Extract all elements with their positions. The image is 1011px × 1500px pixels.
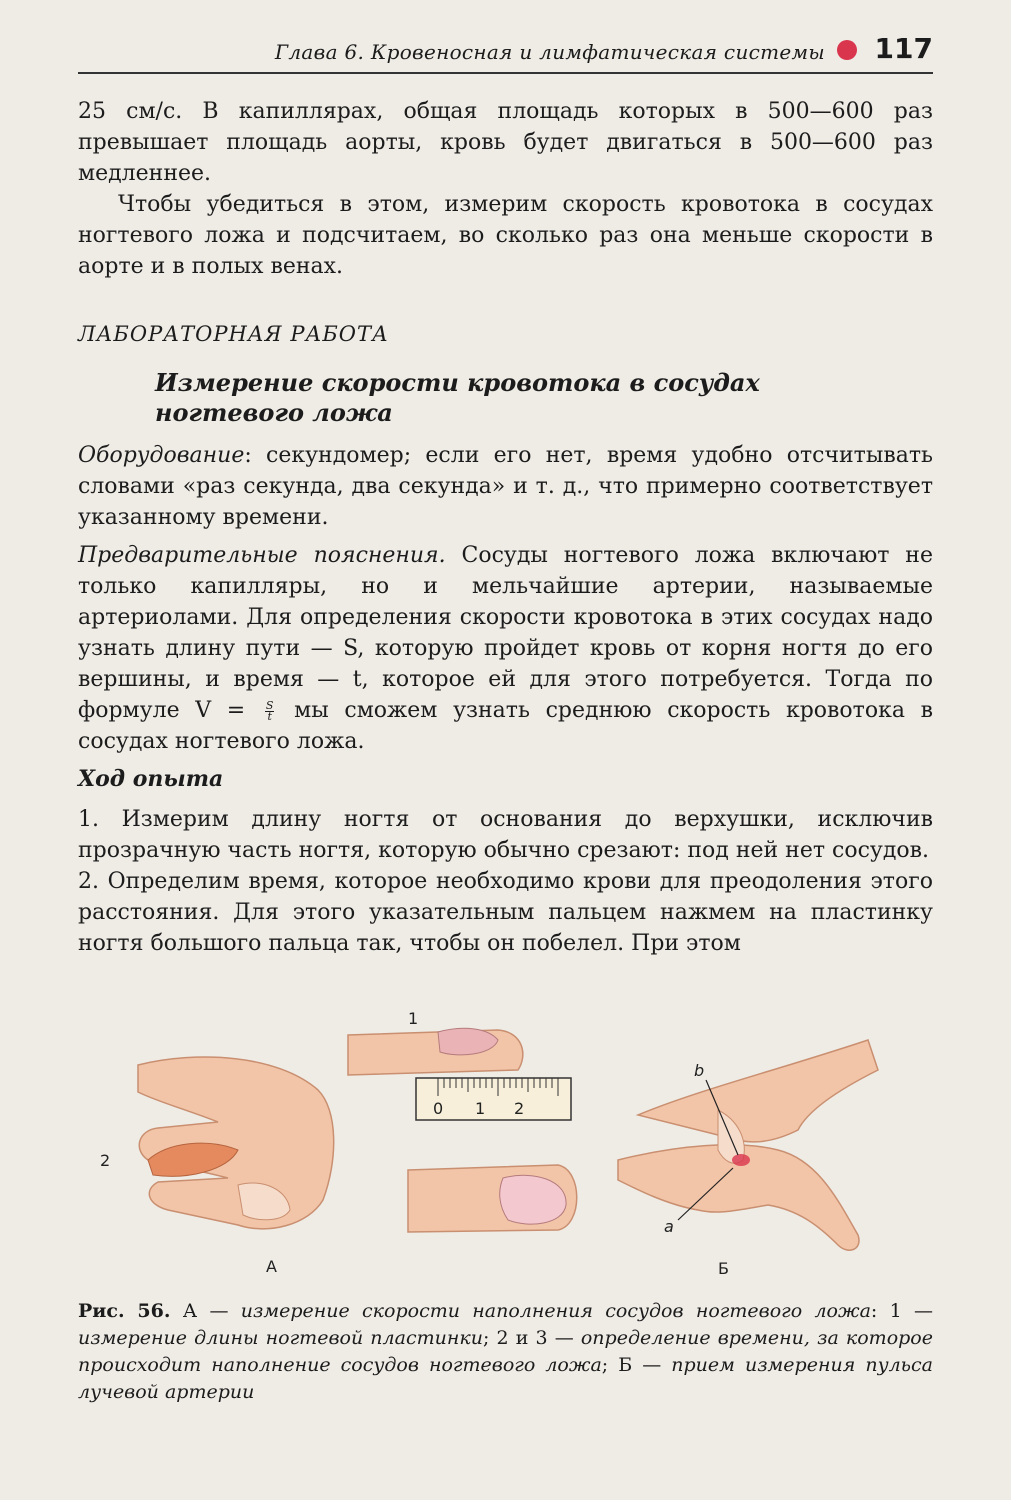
caption-a-prefix: А — [170, 1300, 241, 1322]
formula-denominator: t [267, 709, 272, 723]
caption-sep-3: ; Б — [601, 1354, 672, 1376]
caption-sep-2: ; 2 и 3 — [482, 1327, 581, 1349]
figure-label-1: 1 [408, 1010, 419, 1028]
caption-text-2: измерение длины ногтевой пластинки [78, 1327, 483, 1349]
explanation-text-1: Сосуды ногтевого ложа включают не только капилляры, но и мельчайшие артерии, называемые артериолами. Для определения скорости кровотока в этих сосудах надо узнать длину пути — S, которую пройдет кровь от корня ногтя до его вершины, и время — t, которое ей для этого потребуется. Тогда по формуле V = [78, 543, 933, 723]
lab-work-title: Измерение скорости кровотока в сосудах ногтевого ложа [155, 368, 760, 427]
caption-text-1: измерение скорости наполнения сосудов ногтевого ложа [240, 1300, 871, 1322]
figure-label-b-lower: b [694, 1061, 705, 1080]
figure-label-b-panel: Б [718, 1259, 729, 1278]
explanation-text-2: мы сможем узнать среднюю скорость кровотока в сосудах ногтевого ложа. [78, 698, 933, 754]
nail-measurement-illustration [348, 1010, 577, 1232]
explanation-term: Предварительные пояснения. [78, 543, 446, 568]
equipment-term: Оборудование [78, 443, 245, 468]
explanation-paragraph [78, 540, 933, 757]
equipment-paragraph [78, 440, 933, 533]
procedure-steps [78, 804, 933, 959]
caption-text-4: прием измерения пульса лучевой артерии [78, 1354, 933, 1403]
caption-figure-number: Рис. 56. [78, 1300, 171, 1322]
figure-label-a-panel: А [266, 1257, 277, 1276]
formula-numerator: S [265, 698, 274, 712]
procedure-step-1: 1. Измерим длину ногтя от основания до верхушки, исключив прозрачную часть ногтя, которую обычно срезают: под ней нет сосудов. [78, 807, 933, 863]
page-header [78, 30, 933, 74]
caption-sep-1: : 1 — [870, 1300, 933, 1322]
procedure-heading: Ход опыта [78, 766, 224, 792]
figure-label-2: 2 [100, 1151, 111, 1170]
figure-56-illustration [78, 1010, 938, 1290]
procedure-step-2: 2. Определим время, которое необходимо крови для преодоления этого расстояния. Для этого указательным пальцем нажмем на пластинку ногтя большого пальца так, чтобы он побелел. При этом [78, 869, 933, 956]
intro-paragraph-2: Чтобы убедиться в этом, измерим скорость кровотока в сосудах ногтевого ложа и подсчитаем, во сколько раз она меньше скорости в аорте и в полых венах. [78, 192, 933, 279]
figure-label-a-lower: a [664, 1217, 674, 1236]
figure-caption [78, 1298, 933, 1406]
intro-text [78, 96, 933, 282]
radial-artery-marker [732, 1154, 750, 1166]
ruler-tick-1: 1 [475, 1099, 486, 1118]
page-number: 117 [874, 32, 933, 65]
ruler-tick-0: 0 [433, 1099, 444, 1118]
intro-paragraph-1: 25 см/с. В капиллярах, общая площадь которых в 500—600 раз превышает площадь аорты, кровь будет двигаться в 500—600 раз медленнее. [78, 99, 933, 186]
caption-text-3: определение времени, за которое происходит наполнение сосудов ногтевого ложа [78, 1327, 933, 1376]
chapter-marker-dot [837, 40, 857, 60]
pulse-measurement-illustration [618, 1040, 878, 1278]
lab-work-label: ЛАБОРАТОРНАЯ РАБОТА [78, 322, 389, 346]
thumb-press-illustration [100, 1057, 334, 1276]
chapter-title: Глава 6. Кровеносная и лимфатическая системы [274, 40, 825, 64]
velocity-formula-fraction [265, 698, 275, 723]
ruler-tick-2: 2 [514, 1099, 525, 1118]
equipment-text: : секундомер; если его нет, время удобно отсчитывать словами «раз секунда, два секунда» и т. д., что примерно соответствует указанному времени. [78, 443, 933, 530]
